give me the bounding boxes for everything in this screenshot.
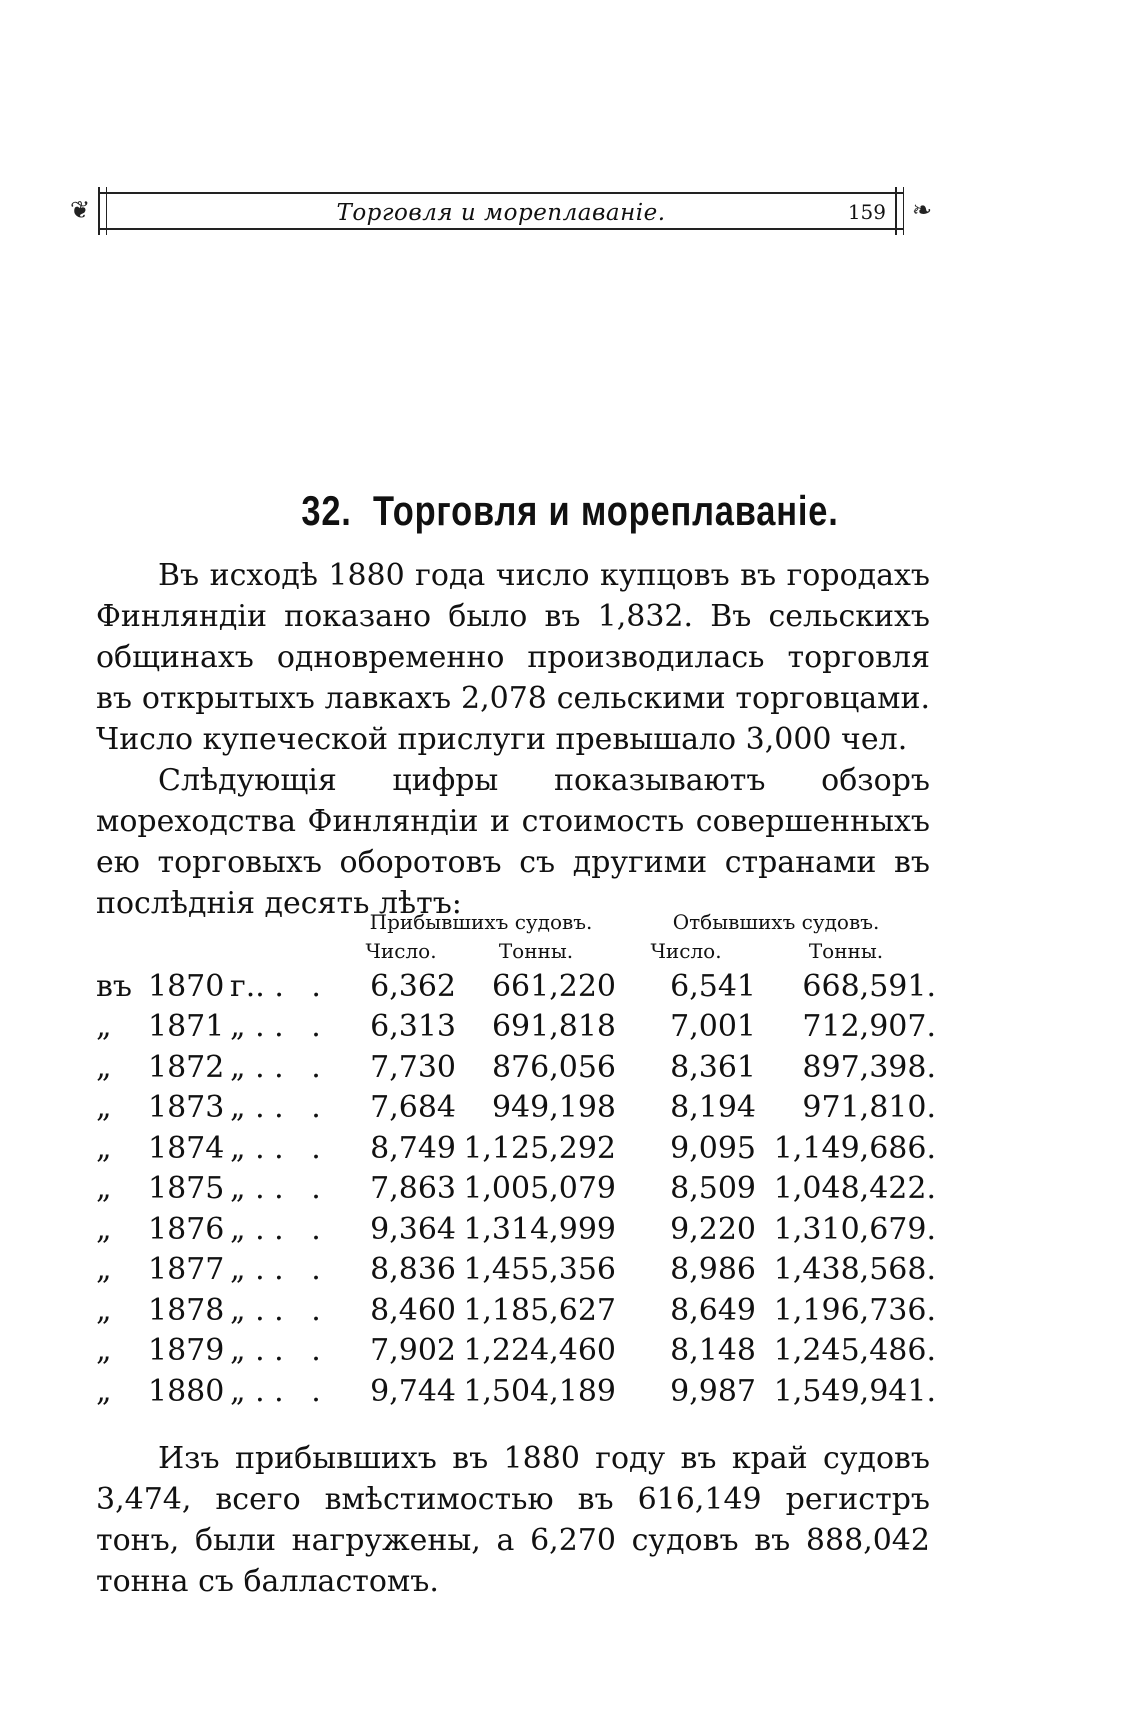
shipping-table — [96, 908, 936, 1412]
row-leader-dots: . . — [274, 1373, 330, 1409]
row-leader-dots: . . — [274, 1292, 330, 1328]
row-unit: „ . — [230, 1090, 265, 1126]
arrived-tons: 661,220 — [491, 968, 616, 1004]
row-unit: „ . — [230, 1292, 265, 1328]
row-unit: г.. — [230, 968, 265, 1004]
departed-count: 9,987 — [670, 1373, 756, 1409]
arrived-tons-header: Тонны. — [498, 939, 574, 963]
row-label — [96, 1331, 346, 1372]
arrived-tons: 876,056 — [491, 1049, 616, 1085]
arrived-tons: 1,185,627 — [463, 1292, 616, 1328]
table-row — [96, 1209, 936, 1250]
arrived-count: 8,749 — [370, 1130, 456, 1166]
departed-count: 8,361 — [670, 1049, 756, 1085]
row-leader-dots: . . — [274, 1333, 330, 1369]
row-year: 1878 — [148, 1292, 225, 1328]
departed-count: 9,095 — [670, 1130, 756, 1166]
row-year: 1875 — [148, 1171, 225, 1207]
row-label — [96, 1128, 346, 1169]
departed-tons: 1,149,686. — [773, 1130, 937, 1166]
arrived-tons: 1,455,356 — [463, 1252, 616, 1288]
table-row — [96, 1128, 936, 1169]
departed-count: 8,194 — [670, 1090, 756, 1126]
row-prefix: „ — [96, 1252, 112, 1288]
departed-count: 8,509 — [670, 1171, 756, 1207]
table-subheader-row — [96, 936, 936, 966]
row-label — [96, 1088, 346, 1129]
row-leader-dots: . . — [274, 1252, 330, 1288]
table-body — [96, 966, 936, 1412]
row-year: 1874 — [148, 1130, 225, 1166]
row-unit: „ . — [230, 1373, 265, 1409]
ornament-left-icon: ❦ — [70, 196, 91, 224]
row-unit: „ . — [230, 1333, 265, 1369]
departed-tons: 1,048,422. — [773, 1171, 937, 1207]
row-leader-dots: . . — [274, 1130, 330, 1166]
row-prefix: „ — [96, 1373, 112, 1409]
row-unit: „ . — [230, 1009, 265, 1045]
row-year: 1879 — [148, 1333, 225, 1369]
row-label — [96, 1047, 346, 1088]
row-unit: „ . — [230, 1211, 265, 1247]
row-prefix: „ — [96, 1171, 112, 1207]
arrived-count: 8,836 — [370, 1252, 456, 1288]
row-prefix: „ — [96, 1130, 112, 1166]
departed-tons: 712,907. — [802, 1009, 937, 1045]
row-prefix: „ — [96, 1211, 112, 1247]
arrived-count: 7,684 — [370, 1090, 456, 1126]
arrived-tons: 1,504,189 — [463, 1373, 616, 1409]
row-label — [96, 1007, 346, 1048]
row-prefix: „ — [96, 1090, 112, 1126]
departed-tons: 668,591. — [802, 968, 937, 1004]
arrived-count: 6,313 — [370, 1009, 456, 1045]
row-unit: „ . — [230, 1130, 265, 1166]
table-row — [96, 1290, 936, 1331]
row-year: 1870 — [148, 968, 225, 1004]
paragraph-overview: Слѣдующія цифры показываютъ обзоръ мореходства Финляндіи и стоимость совершенныхъ ею торговыхъ оборотовъ съ другими странами въ послѣднія десять лѣтъ: — [96, 763, 930, 921]
arrived-count: 9,744 — [370, 1373, 456, 1409]
row-leader-dots: . . — [274, 968, 330, 1004]
arrived-ships-header: Прибывшихъ судовъ. — [369, 910, 593, 934]
row-unit: „ . — [230, 1049, 265, 1085]
departed-count-header: Число. — [650, 939, 722, 963]
arrived-count: 8,460 — [370, 1292, 456, 1328]
departed-count: 7,001 — [670, 1009, 756, 1045]
ornament-right-icon: ❧ — [911, 196, 932, 224]
row-label — [96, 1169, 346, 1210]
row-label — [96, 1371, 346, 1412]
table-group-header-row — [96, 908, 936, 936]
page-number: 159 — [847, 200, 886, 224]
departed-tons: 1,245,486. — [773, 1333, 937, 1369]
row-year: 1877 — [148, 1252, 225, 1288]
departed-tons: 971,810. — [802, 1090, 937, 1126]
row-prefix: въ — [96, 968, 132, 1004]
table-row — [96, 1371, 936, 1412]
departed-tons: 897,398. — [802, 1049, 937, 1085]
paragraph-merchants: Въ исходѣ 1880 года число купцовъ въ городахъ Финляндіи показано было въ 1,832. Въ сельскихъ общинахъ одновременно производилась торговля въ открытыхъ лавкахъ 2,078 сельскими торговцами. Число купеческой прислуги превышало 3,000 чел. — [96, 558, 930, 757]
arrived-tons: 949,198 — [491, 1090, 616, 1126]
table-row — [96, 1088, 936, 1129]
closing-paragraph-block — [96, 1438, 930, 1602]
departed-tons: 1,310,679. — [773, 1211, 937, 1247]
row-prefix: „ — [96, 1333, 112, 1369]
arrived-count-header: Число. — [365, 939, 437, 963]
row-leader-dots: . . — [274, 1009, 330, 1045]
table-row — [96, 1047, 936, 1088]
departed-count: 9,220 — [670, 1211, 756, 1247]
intro-paragraphs — [96, 555, 930, 924]
departed-count: 8,148 — [670, 1333, 756, 1369]
row-leader-dots: . . — [274, 1090, 330, 1126]
departed-tons: 1,549,941. — [773, 1373, 937, 1409]
departed-count: 6,541 — [670, 968, 756, 1004]
running-head-title: Торговля и мореплаваніе. — [336, 200, 666, 226]
departed-tons: 1,438,568. — [773, 1252, 937, 1288]
section-title: Торговля и мореплаваніе. — [373, 487, 839, 534]
table-row — [96, 1250, 936, 1291]
arrived-tons: 1,314,999 — [463, 1211, 616, 1247]
row-prefix: „ — [96, 1292, 112, 1328]
row-leader-dots: . . — [274, 1211, 330, 1247]
arrived-count: 7,863 — [370, 1171, 456, 1207]
paragraph-cargo: Изъ прибывшихъ въ 1880 году въ край судовъ 3,474, всего вмѣстимостью въ 616,149 регистръ тонъ, были нагружены, а 6,270 судовъ въ 888,042 тонна съ балластомъ. — [96, 1441, 930, 1599]
departed-count: 8,986 — [670, 1252, 756, 1288]
row-label — [96, 1209, 346, 1250]
running-head — [70, 180, 932, 244]
arrived-count: 7,730 — [370, 1049, 456, 1085]
section-heading — [103, 487, 1038, 535]
departed-ships-header: Отбывшихъ судовъ. — [672, 910, 880, 934]
row-year: 1873 — [148, 1090, 225, 1126]
row-unit: „ . — [230, 1252, 265, 1288]
row-label — [96, 1290, 346, 1331]
section-number: 32. — [301, 487, 352, 534]
departed-tons: 1,196,736. — [773, 1292, 937, 1328]
row-label — [96, 966, 346, 1007]
row-unit: „ . — [230, 1171, 265, 1207]
row-year: 1876 — [148, 1211, 225, 1247]
arrived-tons: 1,005,079 — [463, 1171, 616, 1207]
row-leader-dots: . . — [274, 1049, 330, 1085]
row-year: 1872 — [148, 1049, 225, 1085]
arrived-tons: 1,125,292 — [463, 1130, 616, 1166]
table-row — [96, 1331, 936, 1372]
table-row — [96, 1169, 936, 1210]
row-label — [96, 1250, 346, 1291]
row-prefix: „ — [96, 1009, 112, 1045]
row-year: 1880 — [148, 1373, 225, 1409]
arrived-tons: 691,818 — [491, 1009, 616, 1045]
departed-count: 8,649 — [670, 1292, 756, 1328]
row-leader-dots: . . — [274, 1171, 330, 1207]
arrived-count: 6,362 — [370, 968, 456, 1004]
row-year: 1871 — [148, 1009, 225, 1045]
departed-tons-header: Тонны. — [808, 939, 884, 963]
arrived-count: 9,364 — [370, 1211, 456, 1247]
table-row — [96, 966, 936, 1007]
table-row — [96, 1007, 936, 1048]
arrived-tons: 1,224,460 — [463, 1333, 616, 1369]
row-prefix: „ — [96, 1049, 112, 1085]
arrived-count: 7,902 — [370, 1333, 456, 1369]
